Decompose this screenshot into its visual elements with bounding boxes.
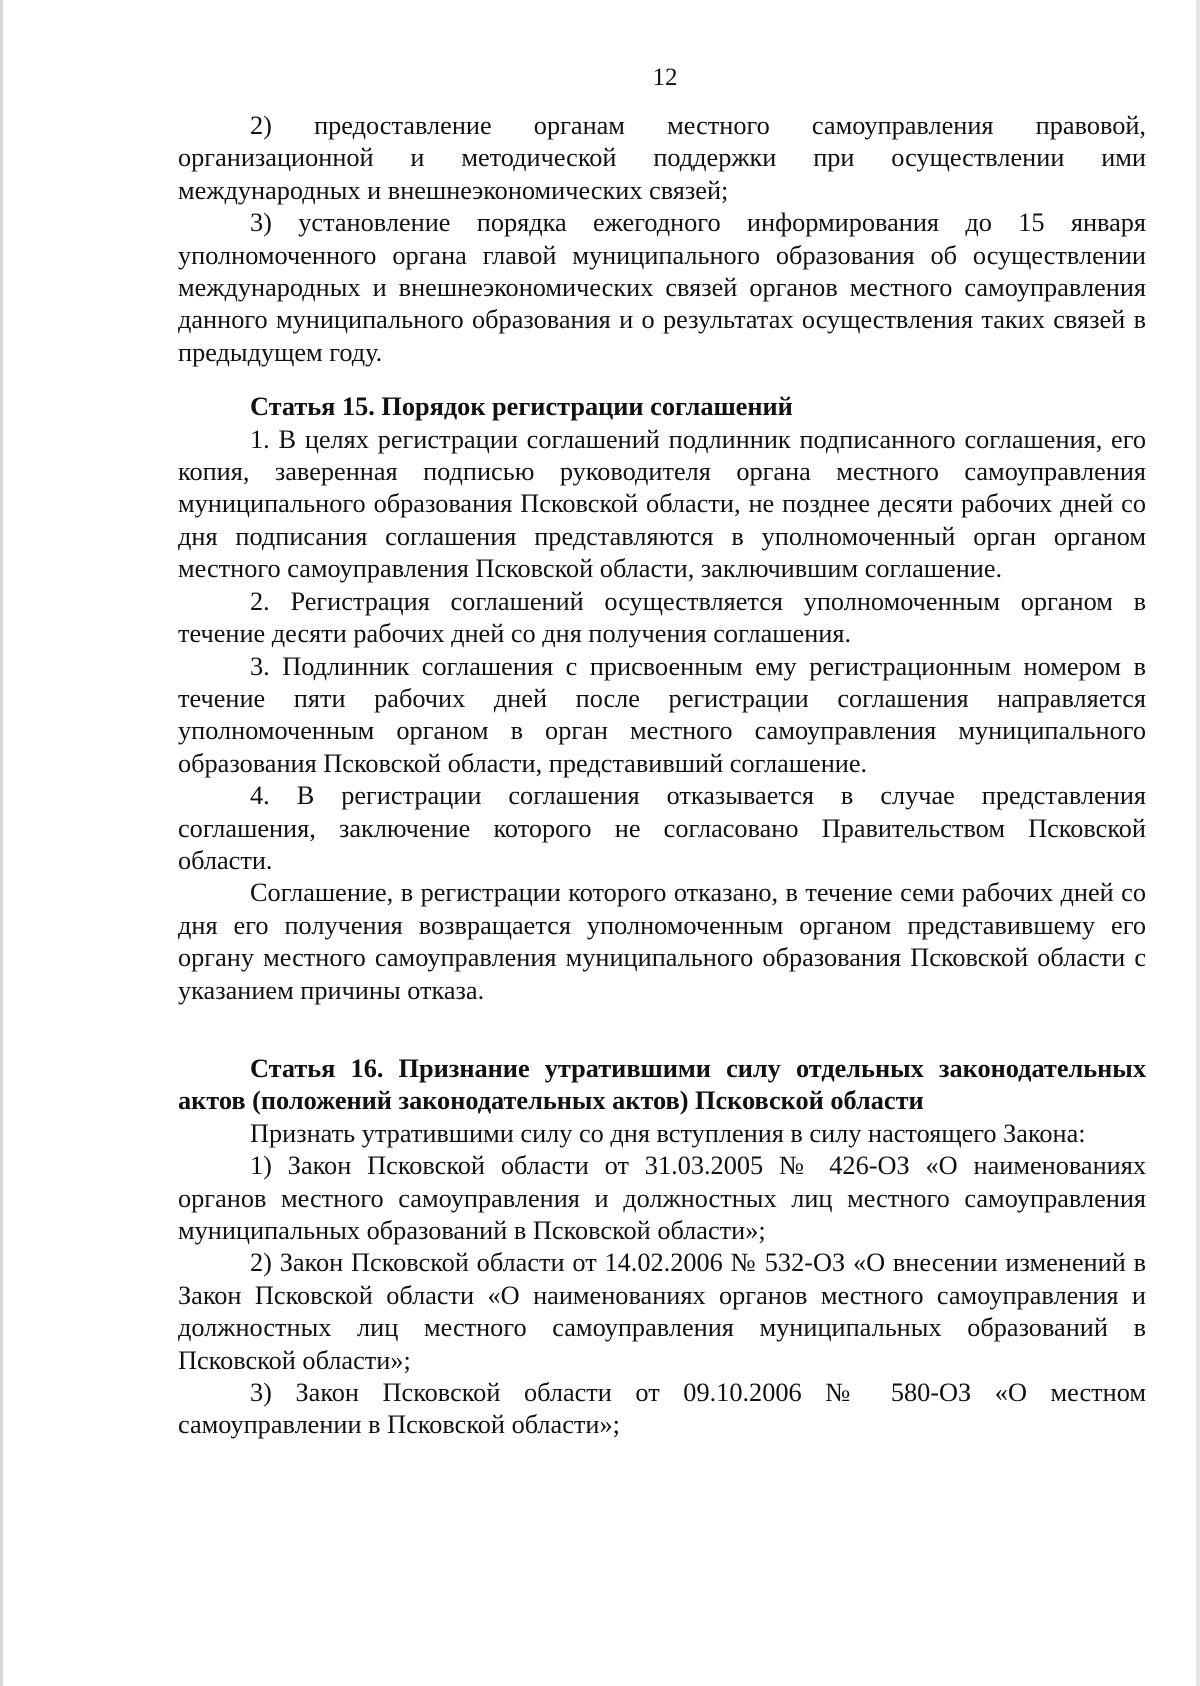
paragraph-art15-item1: 1. В целях регистрации соглашений подлинник подписанного соглашения, его копия, заверенная подписью руководителя органа местного самоуправления муниципального образования Псковской области, не позднее десяти рабочих дней со дня подписания соглашения представляются в уполномоченный орган органом местного самоуправления Псковской области, заключившим соглашение. bbox=[178, 424, 1146, 584]
page-number: 12 bbox=[652, 64, 678, 91]
paragraph-art15-item2: 2. Регистрация соглашений осуществляется уполномоченным органом в течение десяти рабочих дней со дня получения соглашения. bbox=[178, 586, 1146, 649]
scan-edge-right bbox=[1196, 0, 1200, 1686]
paragraph-art14-item3: 3) установление порядка ежегодного информирования до 15 января уполномоченного органа главой муниципального образования об осуществлении международных и внешнеэкономических связей органов местного самоуправления данного муниципального образования и о результатах осуществления таких связей в предыдущем году. bbox=[178, 208, 1146, 367]
paragraph-art15-refusal: Соглашение, в регистрации которого отказано, в течение семи рабочих дней со дня его получения возвращается уполномоченным органом представившему его органу местного самоуправления муниципального образования Псковской области с указанием причины отказа. bbox=[178, 878, 1146, 1005]
paragraph-art16-item3: 3) Закон Псковской области от 09.10.2006 № 580-ОЗ «О местном самоуправлении в Псковской области»; bbox=[178, 1378, 1146, 1440]
paragraph-art15-item4: 4. В регистрации соглашения отказывается в случае представления соглашения, заключение которого не согласовано Правительством Псковской области. bbox=[178, 781, 1146, 875]
paragraph-art16-item2: 2) Закон Псковской области от 14.02.2006 № 532-ОЗ «О внесении изменений в Закон Псковской области «О наименованиях органов местного самоуправления и должностных лиц местного самоуправления муниципальных образований в Псковской области»; bbox=[178, 1248, 1146, 1375]
article-16-heading: Статья 16. Признание утратившими силу отдельных законодательных актов (положений законодательных актов) Псковской области bbox=[178, 1053, 1146, 1116]
scan-edge-left bbox=[0, 0, 3, 1686]
paragraph-art16-intro: Признать утратившими силу со дня вступления в силу настоящего Закона: bbox=[250, 1118, 1086, 1148]
article-15-heading: Статья 15. Порядок регистрации соглашений bbox=[250, 392, 793, 422]
document-body bbox=[178, 110, 1146, 1442]
paragraph-art16-item1: 1) Закон Псковской области от 31.03.2005 № 426-ОЗ «О наименованиях органов местного самоуправления и должностных лиц местного самоуправления муниципальных образований в Псковской области»; bbox=[178, 1151, 1146, 1245]
paragraph-art14-item2: 2) предоставление органам местного самоуправления правовой, организационной и методической поддержки при осуществлении ими международных и внешнеэкономических связей; bbox=[178, 111, 1146, 205]
paragraph-art15-item3: 3. Подлинник соглашения с присвоенным ему регистрационным номером в течение пяти рабочих дней после регистрации соглашения направляется уполномоченным органом в орган местного самоуправления муниципального образования Псковской области, представивший соглашение. bbox=[178, 651, 1146, 778]
